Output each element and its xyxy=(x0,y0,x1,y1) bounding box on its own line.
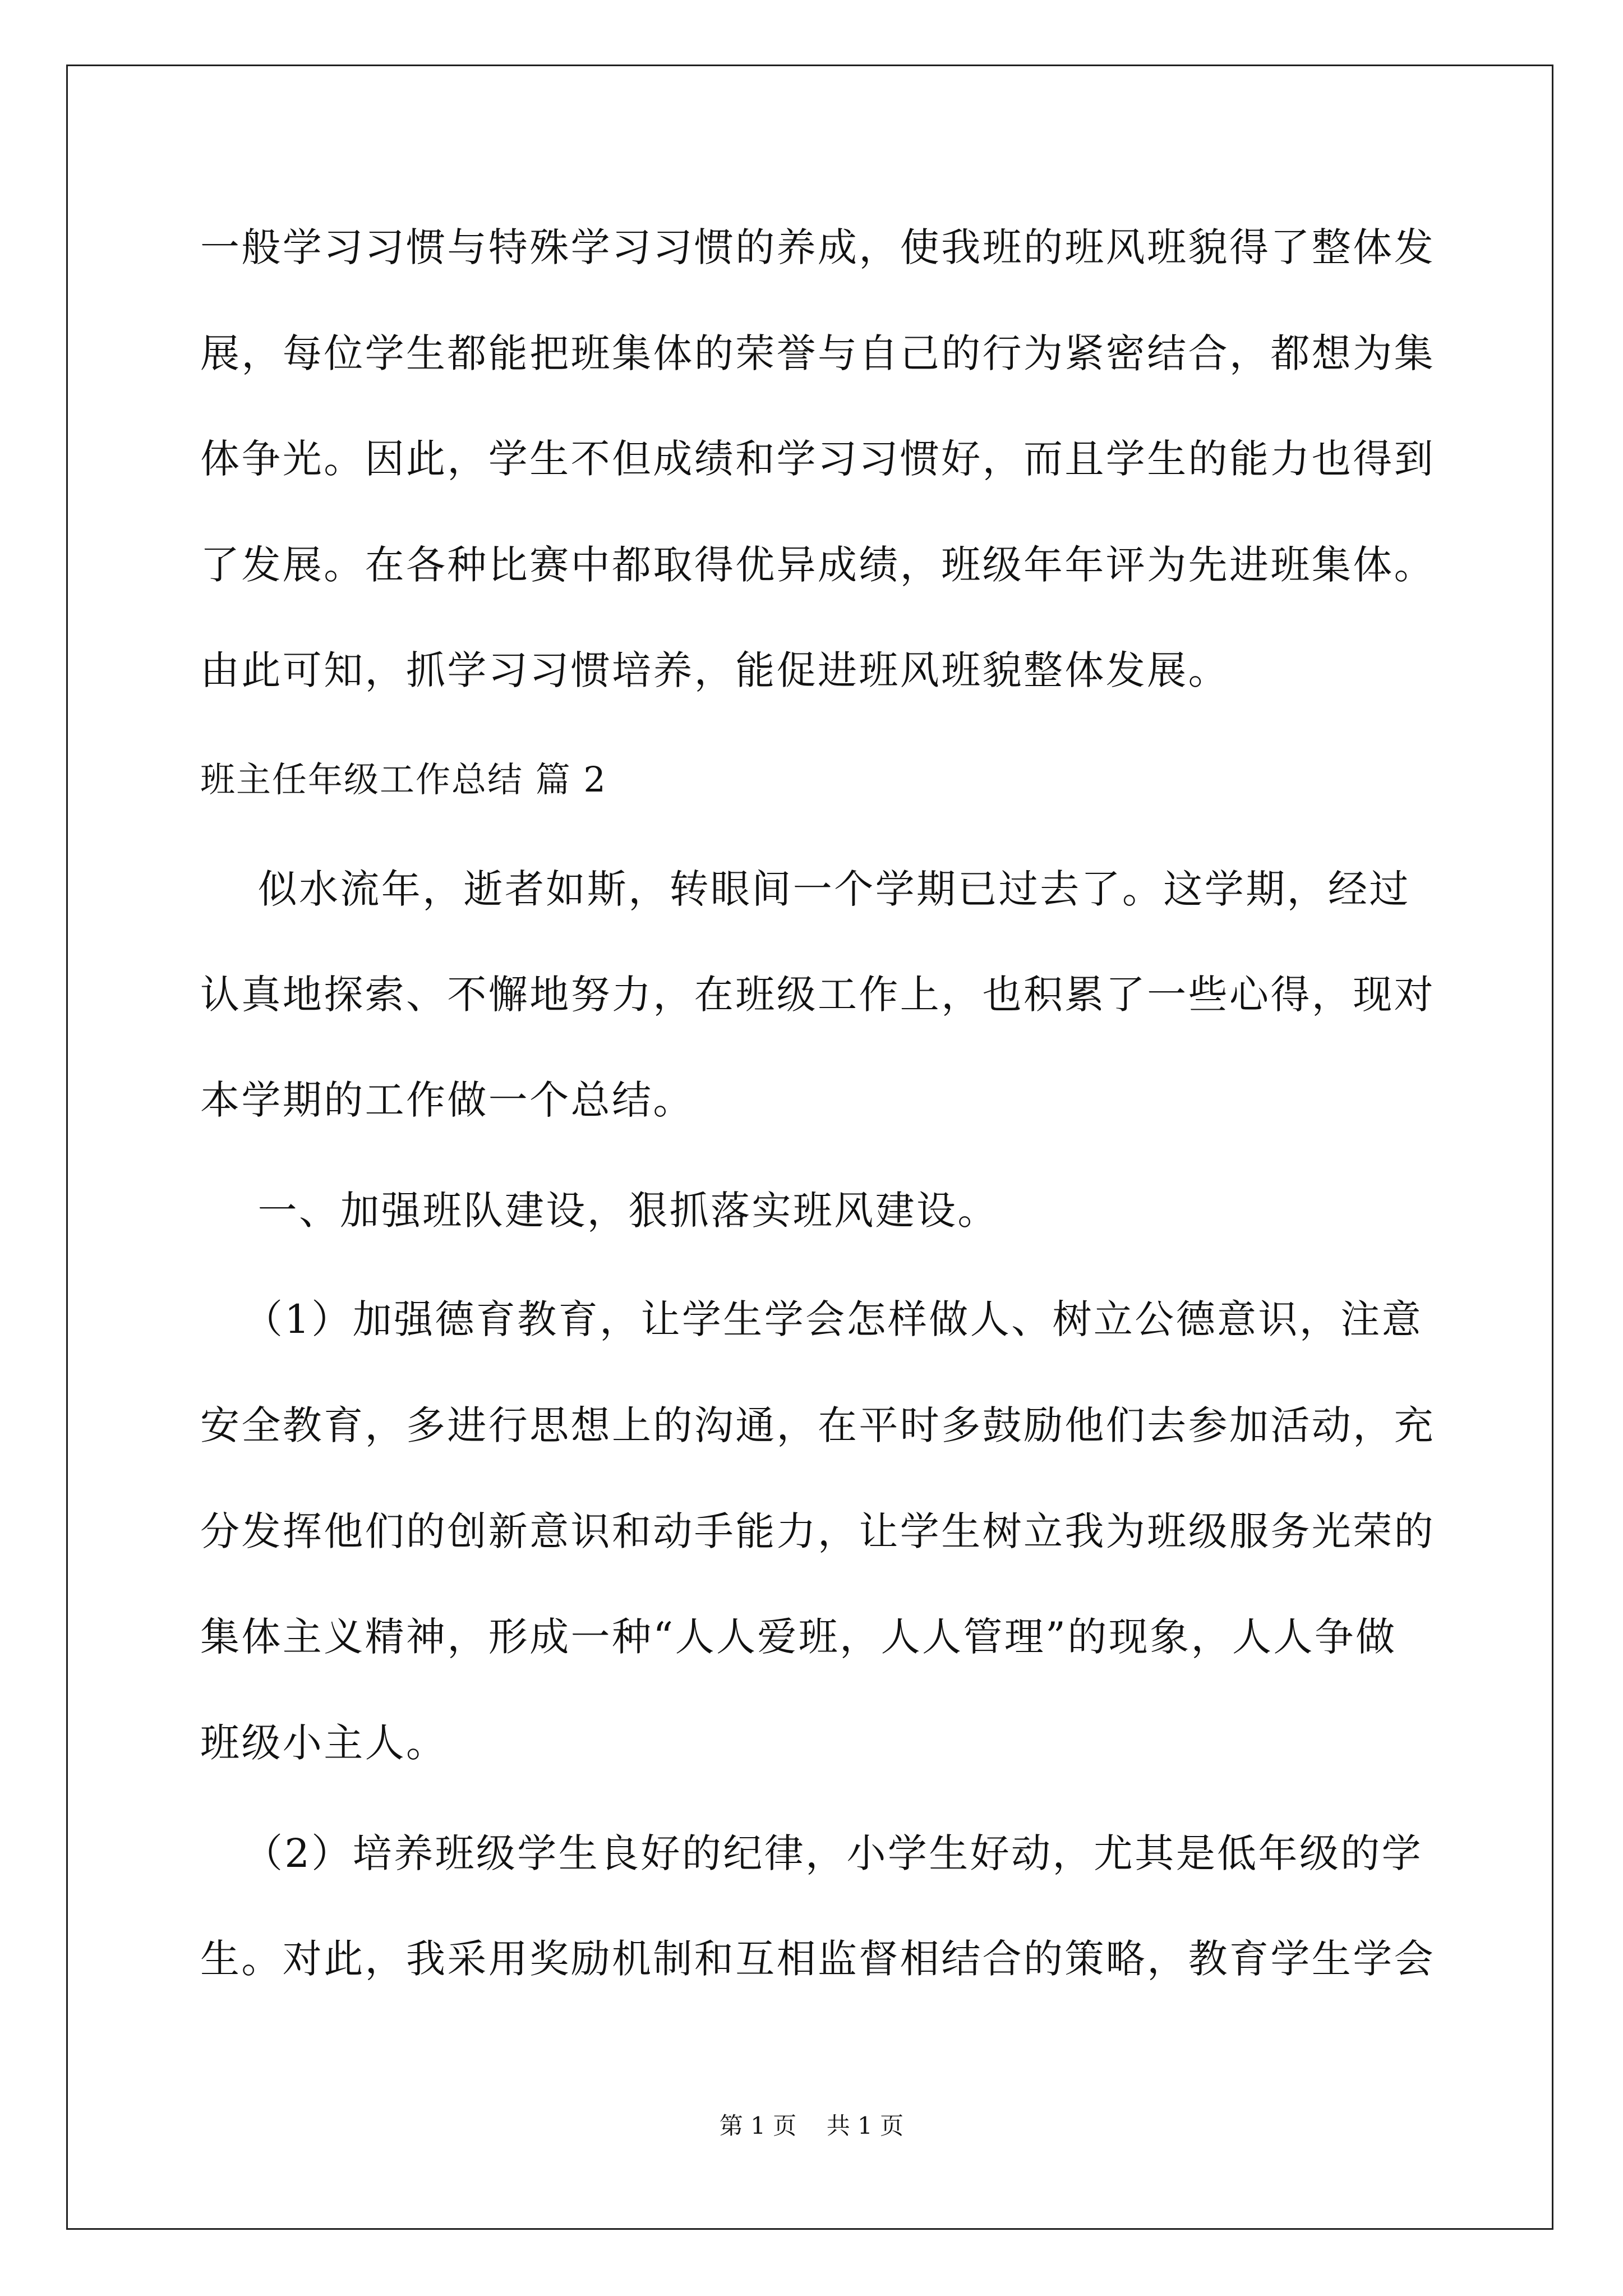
paragraph-line: 一、加强班队建设，狠抓落实班风建设。 xyxy=(200,1188,999,1234)
paragraph-line: 了发展。在各种比赛中都取得优异成绩，班级年年评为先进班集体。 xyxy=(200,542,1435,588)
paragraph-line: 认真地探索、不懈地努力，在班级工作上，也积累了一些心得，现对 xyxy=(200,972,1435,1018)
paragraph-line: （2）培养班级学生良好的纪律，小学生好动，尤其是低年级的学 xyxy=(200,1830,1423,1876)
paragraph-line: 体争光。因此，学生不但成绩和学习习惯好，而且学生的能力也得到 xyxy=(200,436,1435,482)
paragraph-line: （1）加强德育教育，让学生学会怎样做人、树立公德意识，注意 xyxy=(200,1296,1423,1342)
paragraph-line: 由此可知，抓学习习惯培养，能促进班风班貌整体发展。 xyxy=(200,647,1229,693)
paragraph-line: 生。对此，我采用奖励机制和互相监督相结合的策略，教育学生学会 xyxy=(200,1936,1435,1982)
paragraph-line: 展，每位学生都能把班集体的荣誉与自己的行为紧密结合，都想为集 xyxy=(200,330,1435,376)
paragraph-line: 安全教育，多进行思想上的沟通，在平时多鼓励他们去参加活动，充 xyxy=(200,1402,1435,1448)
paragraph-line: 似水流年，逝者如斯，转眼间一个学期已过去了。这学期，经过 xyxy=(200,866,1410,912)
paragraph-line: 一般学习习惯与特殊学习习惯的养成，使我班的班风班貌得了整体发 xyxy=(200,224,1435,270)
page-border xyxy=(66,65,1553,2230)
page-footer: 第 1 页 共 1 页 xyxy=(719,2112,904,2139)
paragraph-line: 集体主义精神，形成一种“人人爱班，人人管理”的现象，人人争做 xyxy=(200,1614,1397,1660)
section-heading: 班主任年级工作总结 篇 2 xyxy=(200,759,607,800)
paragraph-line: 本学期的工作做一个总结。 xyxy=(200,1077,694,1123)
paragraph-line: 班级小主人。 xyxy=(200,1720,448,1766)
paragraph-line: 分发挥他们的创新意识和动手能力，让学生树立我为班级服务光荣的 xyxy=(200,1508,1435,1554)
